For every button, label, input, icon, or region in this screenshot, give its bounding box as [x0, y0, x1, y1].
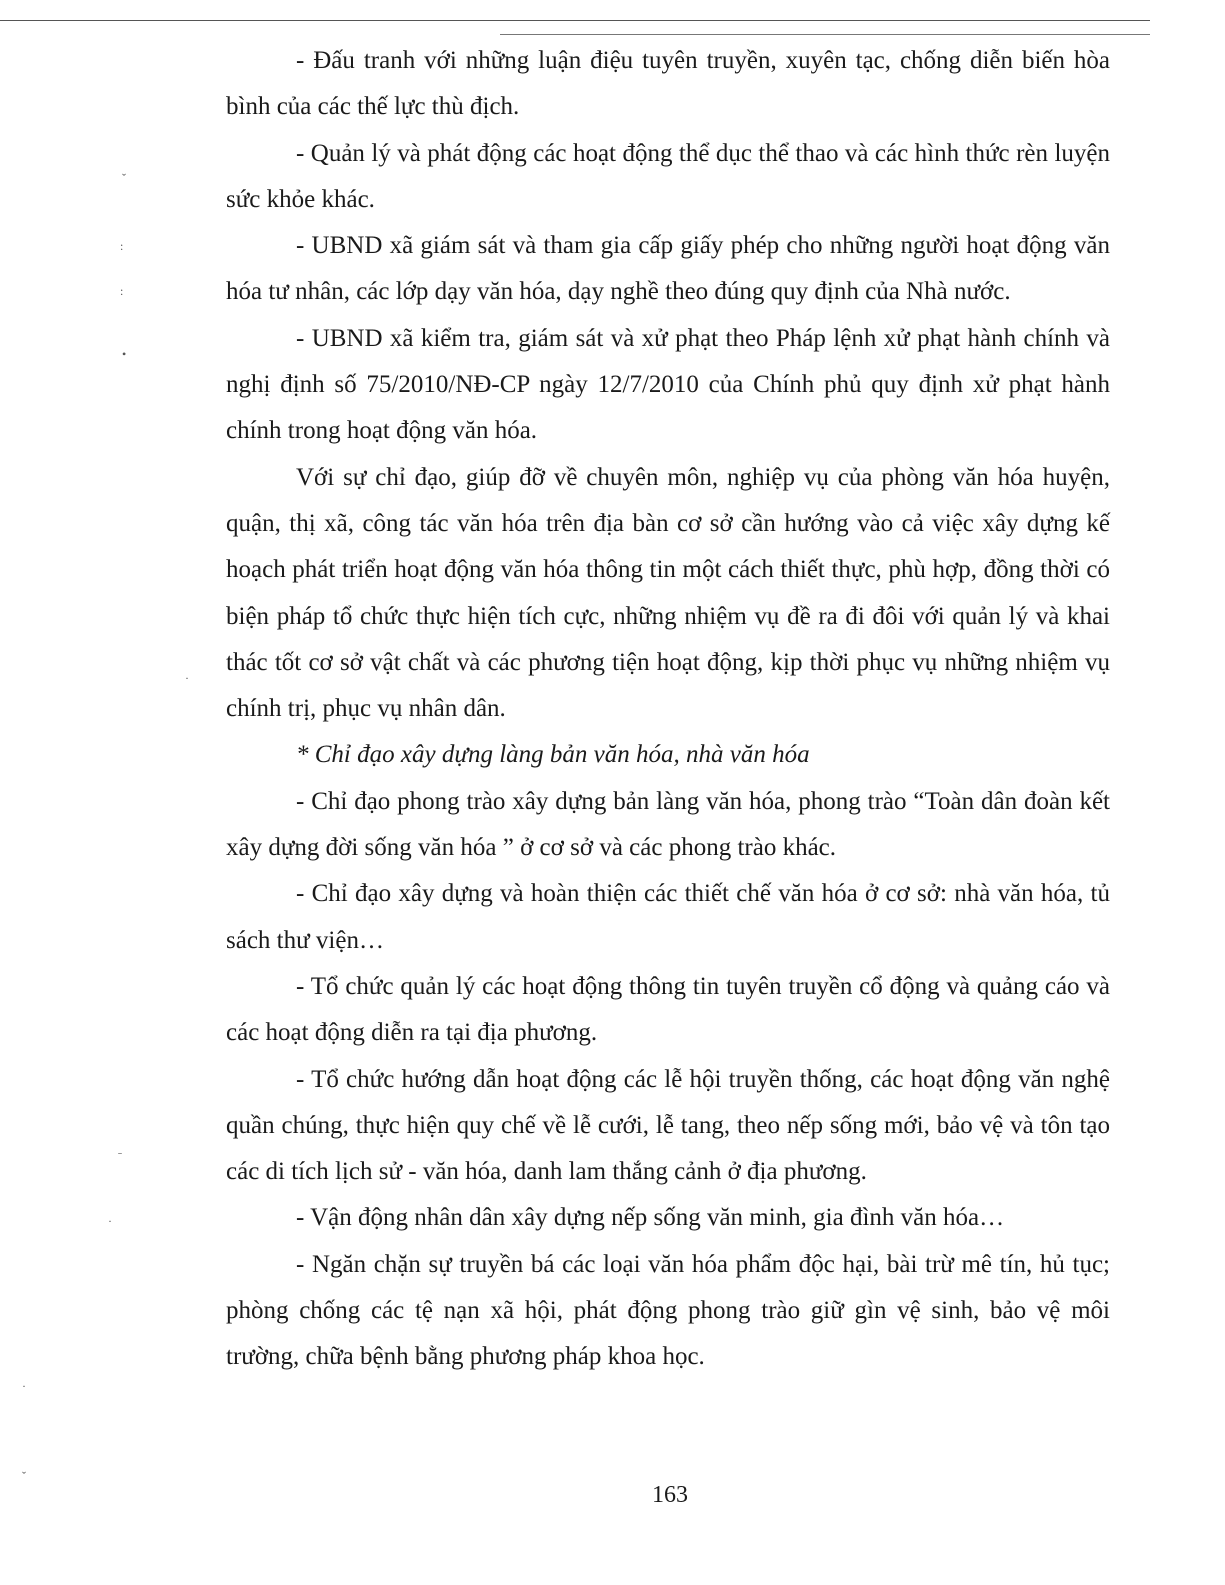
scan-speck: ·: [108, 1214, 112, 1228]
paragraph-institutions: - Chỉ đạo xây dựng và hoàn thiện các thiết chế văn hóa ở cơ sở: nhà văn hóa, tủ sách thư viện…: [226, 880, 1110, 954]
scan-speck: •: [122, 347, 127, 361]
scan-speck: ˉ: [118, 1149, 122, 1163]
paragraph-movement-direction: - Chỉ đạo phong trào xây dựng bản làng văn hóa, phong trào “Toàn dân đoàn kết xây dựng đời sống văn hóa ” ở cơ sở và các phong trào khác.: [226, 787, 1110, 862]
scan-speck: ˇ: [22, 1469, 26, 1483]
page-number: 163: [652, 1482, 688, 1508]
scan-speck: ˇ: [122, 171, 126, 185]
section-heading-cultural-villages: * Chỉ đạo xây dựng làng bản văn hóa, nhà văn hóa: [296, 741, 810, 769]
paragraph-licensing: - UBND xã giám sát và tham gia cấp giấy phép cho những người hoạt động văn hóa tư nhân, các lớp dạy văn hóa, dạy nghề theo đúng quy định của Nhà nước.: [226, 232, 1110, 306]
scan-speck: ·: [22, 1379, 26, 1393]
paragraph-information-management: - Tổ chức quản lý các hoạt động thông tin tuyên truyền cổ động và quảng cáo và các hoạt động diễn ra tại địa phương.: [226, 972, 1110, 1047]
paragraph-sports-activities: - Quản lý và phát động các hoạt động thể dục thể thao và các hình thức rèn luyện sức khỏe khác.: [226, 139, 1110, 213]
paragraph-prevention: - Ngăn chặn sự truyền bá các loại văn hóa phẩm độc hại, bài trừ mê tín, hủ tục; phòng chống các tệ nạn xã hội, phát động phong trào giữ gìn vệ sinh, bảo vệ môi trường, chữa bệnh bằng phương pháp khoa học.: [226, 1250, 1110, 1371]
document-body: [226, 38, 1110, 1381]
scan-speck: ·: [185, 671, 189, 685]
paragraph-festivals: - Tổ chức hướng dẫn hoạt động các lễ hội truyền thống, các hoạt động văn nghệ quần chúng, thực hiện quy chế về lễ cưới, lễ tang, theo nếp sống mới, bảo vệ và tôn tạo các di tích lịch sử - văn hóa, danh lam thắng cảnh ở địa phương.: [226, 1065, 1110, 1186]
top-rule-line-secondary: [500, 34, 1150, 35]
paragraph-inspection-penalties: - UBND xã kiểm tra, giám sát và xử phạt theo Pháp lệnh xử phạt hành chính và nghị định số 75/2010/NĐ-CP ngày 12/7/2010 của Chính phủ quy định xử phạt hành chính trong hoạt động văn hóa.: [226, 324, 1110, 445]
scan-speck: :: [120, 284, 124, 298]
paragraph-guidance: Với sự chỉ đạo, giúp đỡ về chuyên môn, nghiệp vụ của phòng văn hóa huyện, quận, thị xã, công tác văn hóa trên địa bàn cơ sở cần hướng vào cả việc xây dựng kế hoạch phát triển hoạt động văn hóa thông tin một cách thiết thực, phù hợp, đồng thời có biện pháp tổ chức thực hiện tích cực, những nhiệm vụ đề ra đi đôi với quản lý và khai thác tốt cơ sở vật chất và các phương tiện hoạt động, kịp thời phục vụ những nhiệm vụ chính trị, phục vụ nhân dân.: [226, 463, 1110, 723]
top-rule-line: [0, 20, 1150, 21]
paragraph-struggle-propaganda: - Đấu tranh với những luận điệu tuyên truyền, xuyên tạc, chống diễn biến hòa bình của các thế lực thù địch.: [226, 47, 1110, 121]
paragraph-civilized-lifestyle: - Vận động nhân dân xây dựng nếp sống văn minh, gia đình văn hóa…: [296, 1204, 1005, 1232]
scan-speck: :: [120, 239, 124, 253]
